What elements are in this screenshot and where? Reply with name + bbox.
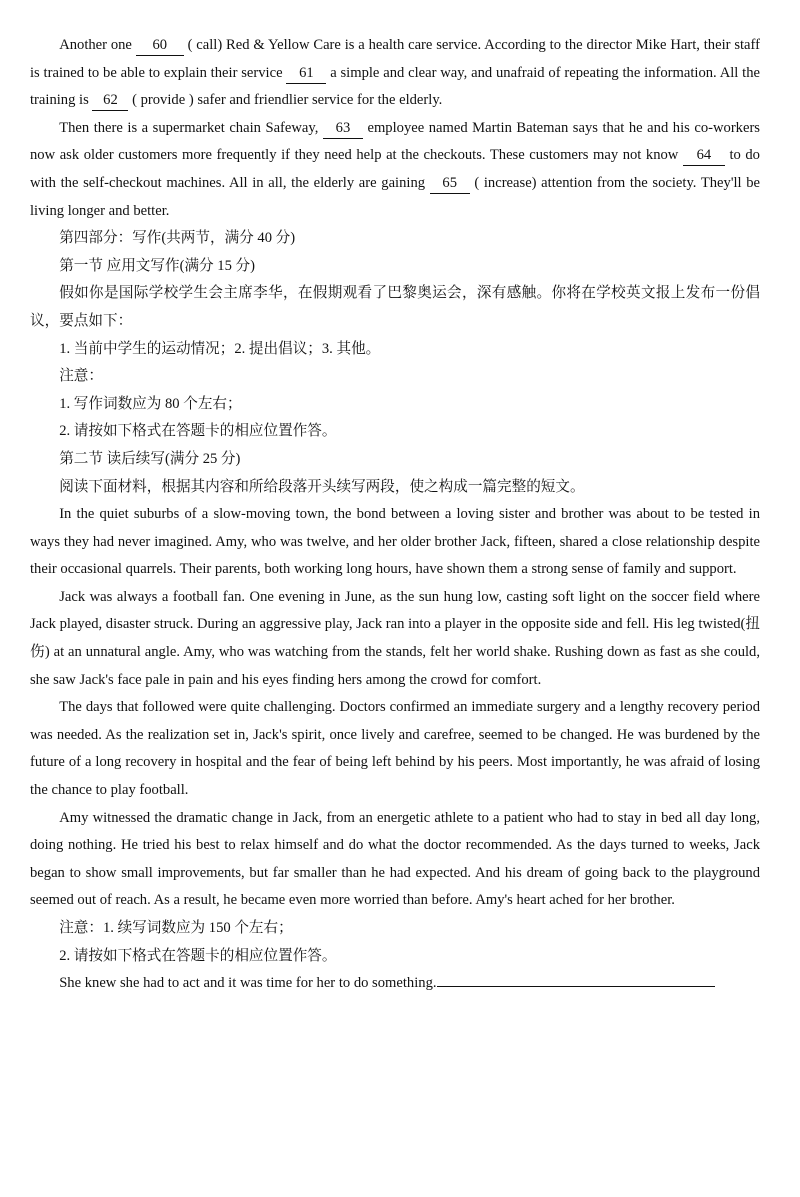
- blank-60: 60: [136, 35, 184, 56]
- section2-note-2: 2. 请按如下格式在答题卡的相应位置作答。: [59, 947, 337, 964]
- blank-61: 61: [286, 63, 326, 84]
- section1-points: 1. 当前中学生的运动情况；2. 提出倡议；3. 其他。: [59, 340, 381, 357]
- exam-page: [30, 32, 760, 998]
- continuation-line: [30, 970, 760, 998]
- writing-line: [437, 970, 715, 987]
- story-paragraph: Jack was always a football fan. One evening in June, as the sun hung low, casting soft light on the soccer field where Jack played, disaster struck. During an aggressive play, Jack ran into a player in the opposite side and fell. His leg twisted(扭伤) at an unnatural angle. Amy, who was watching from the stands, felt her world shake. Rushing down as fast as she could, she saw Jack's face pale in pain and his eyes finding hers among the crowd for comfort.: [30, 588, 760, 688]
- story-paragraph: In the quiet suburbs of a slow-moving town, the bond between a loving sister and brother was about to be tested in ways they had never imagined. Amy, who was twelve, and her older brother Jack, fifteen, shared a close relationship despite their occasional quarrels. Their parents, both working long hours, have shown them a strong sense of family and support.: [30, 506, 760, 578]
- blank-62: 62: [92, 90, 128, 111]
- blank-63: 63: [323, 118, 363, 139]
- section1-note-2: 2. 请按如下格式在答题卡的相应位置作答。: [59, 423, 337, 440]
- section1-note-label: 注意：: [59, 368, 103, 385]
- section1-prompt: 假如你是国际学校学生会主席李华，在假期观看了巴黎奥运会，深有感触。你将在学校英文报上发布一份倡议，要点如下：: [30, 285, 760, 329]
- section2-heading: 第二节 读后续写(满分 25 分): [59, 450, 241, 467]
- story-paragraph: Amy witnessed the dramatic change in Jack, from an energetic athlete to a patient who had to stay in bed all day long, doing nothing. He tried his best to relax himself and do what the doctor recommended. As the days turned to weeks, Jack began to show small improvements, but far smaller than he had expected. And his dream of going back to the playground seemed out of reach. As a result, he became even more worried than before. Amy's heart ached for her brother.: [30, 809, 760, 909]
- passage-paragraph: Another one 60 ( call) Red & Yellow Care is a health care service. According to the director Mike Hart, their staff is trained to be able to explain their service 61 a simple and clear way, and unafraid of repeating the information. All the training is 62 ( provide ) safer and friendlier service for the elderly.: [30, 32, 760, 115]
- story-paragraph: The days that followed were quite challenging. Doctors confirmed an immediate surgery and a lengthy recovery period was needed. As the realization set in, Jack's spirit, once lively and carefree, seemed to be changed. He was burdened by the future of a long recovery in hospital and the fear of being left behind by his peers. Most importantly, he was afraid of losing the chance to play football.: [30, 699, 760, 799]
- section1-note-1: 1. 写作词数应为 80 个左右；: [59, 395, 242, 412]
- section1-heading: 第一节 应用文写作(满分 15 分): [59, 257, 255, 274]
- blank-64: 64: [683, 145, 725, 166]
- section2-note-1: 注意：1. 续写词数应为 150 个左右；: [59, 920, 293, 936]
- continuation-start: She knew she had to act and it was time for her to do something.: [59, 975, 437, 992]
- part4-heading: 第四部分：写作(共两节，满分 40 分): [59, 230, 296, 247]
- section2-prompt: 阅读下面材料，根据其内容和所给段落开头续写两段，使之构成一篇完整的短文。: [59, 478, 585, 495]
- passage-paragraph: Then there is a supermarket chain Safeway, 63 employee named Martin Bateman says that he and his co-workers now ask older customers more frequently if they need help at the checkouts. These customers may not know 64 to do with the self-checkout machines. All in all, the elderly are gaining 65 ( increase) attention from the society. They'll be living longer and better.: [30, 119, 760, 219]
- blank-65: 65: [430, 173, 470, 194]
